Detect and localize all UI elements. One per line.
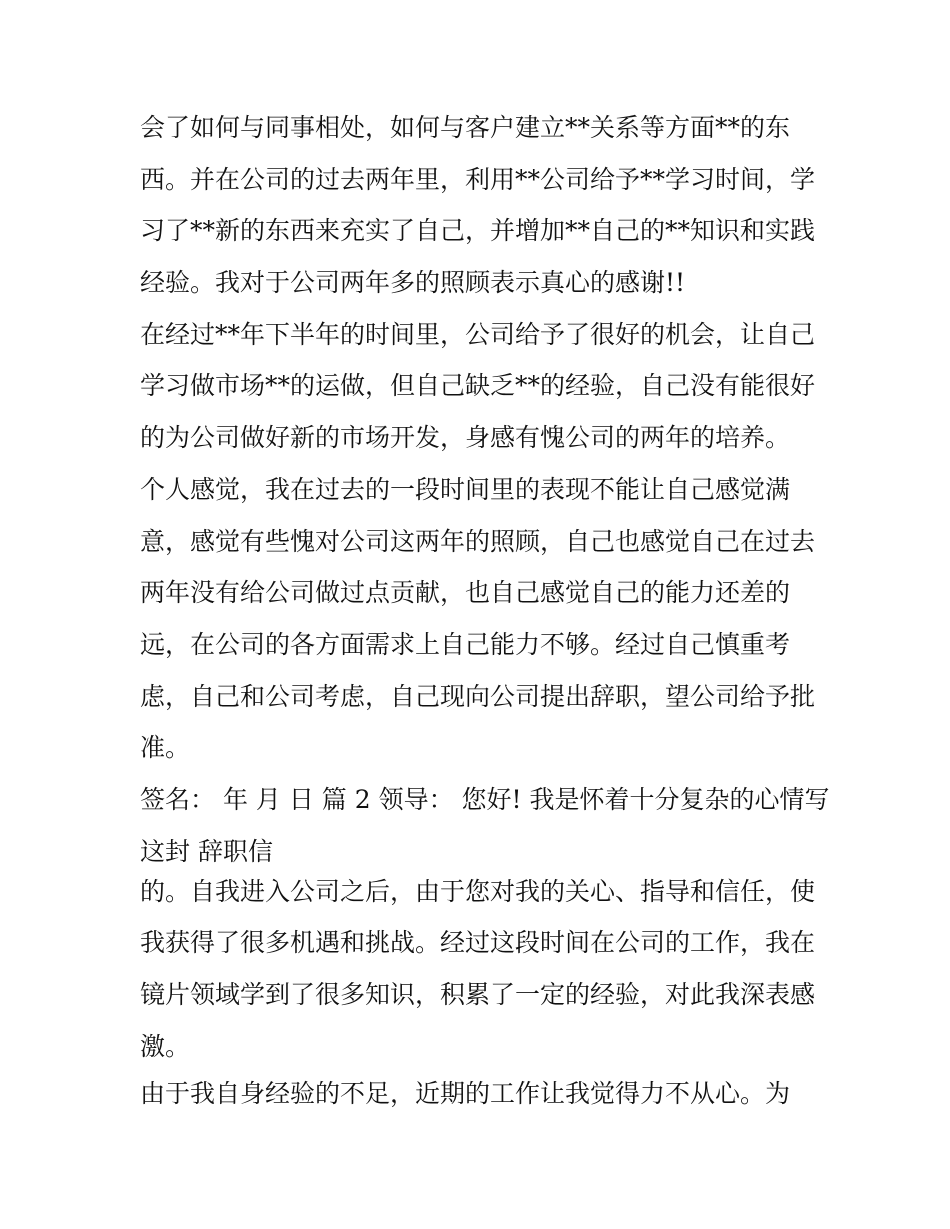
text-line: 意，感觉有些愧对公司这两年的照顾，自己也感觉自己在过去 — [140, 526, 816, 556]
text-line: 经验。我对于公司两年多的照顾表示真心的感谢!! — [140, 268, 686, 298]
text-line: 学习做市场**的运做，但自己缺乏**的经验，自己没有能很好 — [140, 371, 816, 401]
text-line: 虑，自己和公司考虑，自己现向公司提出辞职，望公司给予批 — [140, 681, 816, 711]
text-line: 的为公司做好新的市场开发，身感有愧公司的两年的培养。 — [140, 423, 791, 453]
text-line: 会了如何与同事相处，如何与客户建立**关系等方面**的东 — [140, 113, 791, 142]
text-line: 习了**新的东西来充实了自己，并增加**自己的**知识和实践 — [140, 216, 816, 246]
text-line: 个人感觉，我在过去的一段时间里的表现不能让自己感觉满 — [140, 474, 791, 504]
text-line: 这封 辞职信 — [140, 836, 273, 866]
text-line: 我获得了很多机遇和挑战。经过这段时间在公司的工作，我在 — [140, 928, 816, 958]
text-line: 的。自我进入公司之后，由于您对我的关心、指导和信任，使 — [140, 876, 816, 906]
text-line: 镜片领域学到了很多知识，积累了一定的经验，对此我深表感 — [140, 980, 816, 1009]
text-line: 西。并在公司的过去两年里，利用**公司给予**学习时间，学 — [140, 164, 816, 194]
text-line: 准。 — [140, 733, 191, 763]
text-line: 远，在公司的各方面需求上自己能力不够。经过自己慎重考 — [140, 629, 791, 659]
text-line: 激。 — [140, 1031, 191, 1061]
text-line: 由于我自身经验的不足，近期的工作让我觉得力不从心。为 — [140, 1078, 791, 1108]
text-line: 签名： 年 月 日 篇 2 领导： 您好! 我是怀着十分复杂的心情写 — [140, 784, 830, 814]
document-body — [140, 109, 830, 1126]
text-line: 两年没有给公司做过点贡献，也自己感觉自己的能力还差的 — [140, 578, 791, 608]
text-line: 在经过**年下半年的时间里，公司给予了很好的机会，让自己 — [140, 319, 816, 349]
